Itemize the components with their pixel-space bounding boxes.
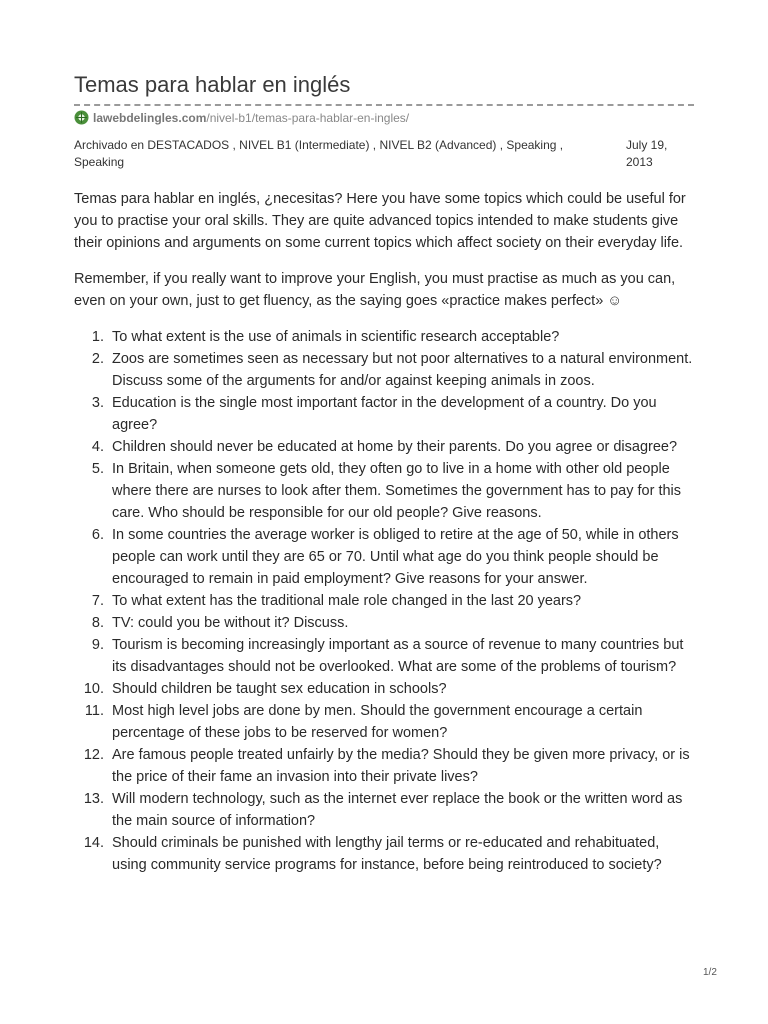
categories-line: Speaking: [74, 155, 125, 169]
list-text: In Britain, when someone gets old, they often go to live in a home with other old people where there are nurses to look after them. Sometimes the government has to pay for this care. Who should be responsible for our old people? Give reasons.: [112, 461, 682, 521]
list-text: Should criminals be punished with lengthy jail terms or re-educated and rehabituated, using community service programs for instance, before being reintroduced to society?: [112, 835, 662, 873]
list-text: Will modern technology, such as the internet ever replace the book or the written word as the main source of information?: [112, 791, 683, 829]
categories-line: Archivado en DESTACADOS , NIVEL B1 (Intermediate) , NIVEL B2 (Advanced) , Speaking ,: [74, 138, 564, 152]
list-number: 6.: [91, 527, 104, 543]
categories: [74, 137, 574, 171]
list-number: 12.: [83, 747, 104, 763]
intro-paragraph: Temas para hablar en inglés, ¿necesitas? Here you have some topics which could be useful for you to practise your oral skills. They are quite advanced topics intended to make students give their opinions and arguments on some current topics which affect society on their everyday life.: [74, 191, 686, 251]
list-item: [74, 612, 694, 634]
list-number: 7.: [91, 593, 104, 609]
list-item: [74, 634, 694, 678]
topics-list: [74, 326, 694, 876]
post-date: [626, 137, 686, 171]
list-item: [74, 524, 694, 590]
list-text: Tourism is becoming increasingly important as a source of revenue to many countries but its disadvantages should not be overlooked. What are some of the problems of tourism?: [112, 637, 684, 675]
list-text: Should children be taught sex education in schools?: [112, 681, 447, 697]
post-date-line: July 19,: [626, 138, 668, 152]
list-number: 2.: [91, 351, 104, 367]
list-item: [74, 832, 694, 876]
list-number: 5.: [91, 461, 104, 477]
title-divider: [74, 104, 694, 106]
source-link[interactable]: [74, 110, 409, 125]
list-item: [74, 348, 694, 392]
list-number: 9.: [91, 637, 104, 653]
list-number: 4.: [91, 439, 104, 455]
list-item: [74, 590, 694, 612]
list-item: [74, 392, 694, 436]
list-text: TV: could you be without it? Discuss.: [112, 615, 349, 631]
source-domain[interactable]: lawebdelingles.com: [93, 110, 207, 125]
list-number: 14.: [83, 835, 104, 851]
list-number: 8.: [91, 615, 104, 631]
article-body: [74, 188, 694, 876]
list-text: In some countries the average worker is obliged to retire at the age of 50, while in others people can work until they are 65 or 70. Until what age do you think people should be encouraged to remain in paid employment? Give reasons for your answer.: [112, 527, 679, 587]
list-text: Zoos are sometimes seen as necessary but not poor alternatives to a natural environment. Discuss some of the arguments for and/or against keeping animals in zoos.: [112, 351, 693, 389]
list-text: To what extent has the traditional male role changed in the last 20 years?: [112, 593, 582, 609]
list-text: To what extent is the use of animals in scientific research acceptable?: [112, 329, 560, 345]
source-path[interactable]: /nivel-b1/temas-para-hablar-en-ingles/: [206, 110, 410, 125]
list-item: [74, 744, 694, 788]
post-date-line: 2013: [626, 155, 653, 169]
list-item: [74, 436, 694, 458]
list-text: Are famous people treated unfairly by the media? Should they be given more privacy, or is the price of their fame an invasion into their private lives?: [112, 747, 690, 785]
list-number: 11.: [84, 703, 104, 719]
list-text: Children should never be educated at home by their parents. Do you agree or disagree?: [112, 439, 678, 455]
list-item: [74, 458, 694, 524]
page-number: 1/2: [703, 967, 717, 978]
list-text: Education is the single most important factor in the development of a country. Do you agree?: [112, 395, 657, 433]
page-title: Temas para hablar en inglés: [74, 72, 351, 97]
list-item: [74, 678, 694, 700]
list-text: Most high level jobs are done by men. Should the government encourage a certain percentage of these jobs to be reserved for women?: [112, 703, 643, 741]
list-number: 10.: [83, 681, 104, 697]
list-item: [74, 326, 694, 348]
website-favicon-icon: [74, 110, 89, 125]
list-item: [74, 700, 694, 744]
list-number: 13.: [83, 791, 104, 807]
list-item: [74, 788, 694, 832]
intro-paragraph: Remember, if you really want to improve your English, you must practise as much as you can, even on your own, just to get fluency, as the saying goes «practice makes perfect» ☺: [74, 271, 676, 309]
list-number: 1.: [91, 329, 104, 345]
list-number: 3.: [91, 395, 104, 411]
